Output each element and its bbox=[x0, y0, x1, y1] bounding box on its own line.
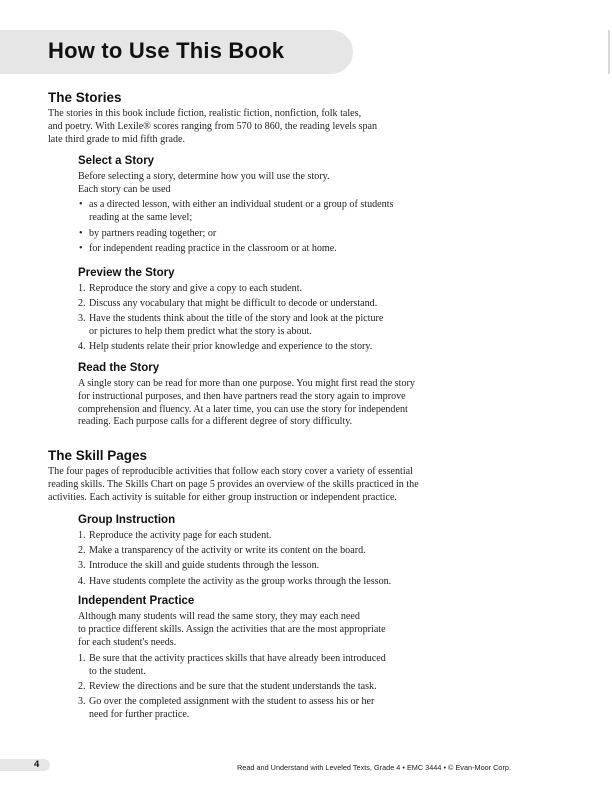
subheading-select-story: Select a Story bbox=[78, 155, 155, 167]
list-item bbox=[78, 560, 391, 573]
text-line: late third grade to mid fifth grade. bbox=[48, 133, 186, 145]
list-item bbox=[78, 545, 391, 558]
independent-practice-intro bbox=[78, 611, 386, 649]
text-line: Introduce the skill and guide students through the lesson. bbox=[89, 560, 320, 572]
text-line: comprehension and fluency. At a later time, you can use the story for independent bbox=[78, 403, 408, 415]
stories-intro bbox=[48, 108, 377, 146]
list-item bbox=[78, 696, 386, 722]
select-story-intro bbox=[78, 171, 330, 197]
text-line: Although many students will read the same story, they may each need bbox=[78, 611, 360, 622]
subheading-read-story: Read the Story bbox=[78, 362, 160, 374]
skill-pages-intro bbox=[48, 466, 419, 504]
list-item bbox=[78, 576, 391, 589]
list-item bbox=[78, 243, 393, 256]
list-item bbox=[78, 681, 386, 694]
text-line: reading skills. The Skills Chart on page 5 provides an overview of the skills practiced in the bbox=[48, 478, 419, 490]
step-number: 2. bbox=[78, 680, 86, 692]
text-line: Review the directions and be sure that the student understands the task. bbox=[89, 680, 377, 692]
preview-story-steps bbox=[78, 283, 383, 357]
page-number-tab bbox=[0, 759, 50, 771]
text-line: The stories in this book include fiction, realistic fiction, nonfiction, folk tales, bbox=[48, 108, 362, 119]
text-line: reading. Each purpose calls for a different degree of story difficulty. bbox=[78, 416, 353, 428]
text-line: reading at the same level; bbox=[89, 211, 193, 223]
text-line: to the student. bbox=[89, 665, 146, 677]
text-line: Help students relate their prior knowledge and experience to the story. bbox=[89, 341, 373, 353]
text-line: Before selecting a story, determine how you will use the story. bbox=[78, 171, 330, 182]
page-title: How to Use This Book bbox=[48, 38, 285, 63]
text-line: Have the students think about the title of the story and look at the picture bbox=[89, 313, 384, 325]
text-line: Each story can be used bbox=[78, 183, 171, 195]
list-item bbox=[78, 199, 393, 225]
step-number: 4. bbox=[78, 575, 86, 587]
page-number: 4 bbox=[34, 759, 40, 770]
select-story-bullets bbox=[78, 199, 393, 259]
section-heading-stories: The Stories bbox=[48, 90, 122, 105]
section-heading-skill-pages: The Skill Pages bbox=[48, 448, 148, 463]
list-item bbox=[78, 653, 386, 679]
independent-practice-steps bbox=[78, 653, 386, 724]
text-line: activities. Each activity is suitable for either group instruction or independent practice. bbox=[48, 491, 397, 503]
text-line: Discuss any vocabulary that might be difficult to decode or understand. bbox=[89, 298, 378, 310]
subheading-independent-practice: Independent Practice bbox=[78, 595, 195, 607]
list-item bbox=[78, 341, 383, 354]
read-story-body bbox=[78, 378, 415, 429]
step-number: 3. bbox=[78, 313, 86, 325]
text-line: Make a transparency of the activity or write its content on the board. bbox=[89, 545, 366, 557]
text-line: Reproduce the activity page for each student. bbox=[89, 530, 272, 541]
text-line: Have students complete the activity as the group works through the lesson. bbox=[89, 575, 392, 587]
group-instruction-steps bbox=[78, 530, 391, 591]
text-line: for instructional purposes, and then have partners read the story again to improve bbox=[78, 390, 406, 402]
page-edge-mark bbox=[608, 30, 610, 74]
subheading-group-instruction: Group Instruction bbox=[78, 514, 176, 526]
list-item bbox=[78, 228, 393, 241]
list-item bbox=[78, 283, 383, 296]
text-line: Go over the completed assignment with the student to assess his or her bbox=[89, 696, 375, 708]
text-line: Be sure that the activity practices skills that have already been introduced bbox=[89, 653, 386, 664]
list-item bbox=[78, 298, 383, 311]
text-line: need for further practice. bbox=[89, 708, 190, 720]
text-line: • as a directed lesson, with either an individual student or a group of students bbox=[89, 199, 394, 210]
text-line: or pictures to help them predict what the story is about. bbox=[89, 326, 312, 338]
text-line: • for independent reading practice in the classroom or at home. bbox=[89, 243, 337, 255]
step-number: 3. bbox=[78, 560, 86, 572]
text-line: Reproduce the story and give a copy to each student. bbox=[89, 283, 303, 294]
step-number: 4. bbox=[78, 341, 86, 353]
step-number: 3. bbox=[78, 696, 86, 708]
text-line: and poetry. With Lexile® scores ranging from 570 to 860, the reading levels span bbox=[48, 120, 378, 132]
step-number: 1. bbox=[78, 283, 86, 294]
text-line: for each student's needs. bbox=[78, 636, 177, 648]
subheading-preview-story: Preview the Story bbox=[78, 267, 175, 279]
list-item bbox=[78, 530, 391, 543]
footer-credit: Read and Understand with Leveled Texts, Grade 4 • EMC 3444 • © Evan-Moor Corp. bbox=[237, 763, 511, 772]
text-line: to practice different skills. Assign the activities that are the most appropriate bbox=[78, 623, 386, 635]
text-line: The four pages of reproducible activities that follow each story cover a variety of essential bbox=[48, 466, 413, 477]
text-line: • by partners reading together; or bbox=[89, 227, 217, 239]
text-line: A single story can be read for more than one purpose. You might first read the story bbox=[78, 378, 415, 389]
step-number: 2. bbox=[78, 545, 86, 557]
step-number: 1. bbox=[78, 653, 86, 664]
list-item bbox=[78, 313, 383, 339]
step-number: 2. bbox=[78, 298, 86, 310]
step-number: 1. bbox=[78, 530, 86, 541]
